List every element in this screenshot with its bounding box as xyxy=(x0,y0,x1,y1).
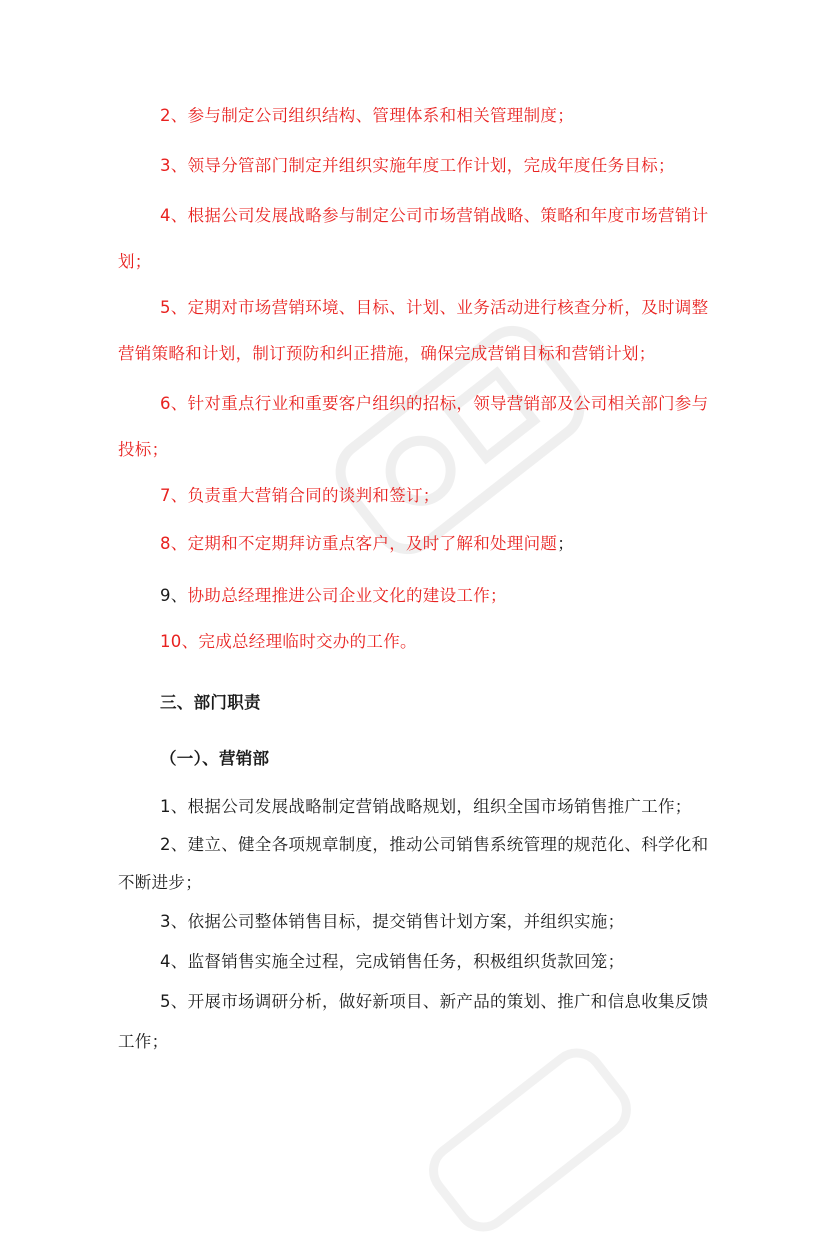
marketing-duty-2-continued: 不断进步； xyxy=(118,873,202,892)
duty-item-3: 3、领导分管部门制定并组织实施年度工作计划，完成年度任务目标； xyxy=(160,156,675,175)
subsection-heading: （一）、营销部 xyxy=(160,749,270,768)
duty-item-10-text: 完成总经理临时交办的工作。 xyxy=(198,632,417,651)
duty-item-8 xyxy=(118,532,760,556)
duty-item-7: 7、负责重大营销合同的谈判和签订； xyxy=(160,486,440,505)
duty-item-4: 4、根据公司发展战略参与制定公司市场营销战略、策略和年度市场营销计 xyxy=(160,206,709,225)
duty-item-8-text: 定期和不定期拜访重点客户，及时了解和处理问题 xyxy=(187,534,558,553)
duty-item-9-text: 协助总经理推进公司企业文化的建设工作； xyxy=(187,586,507,605)
marketing-duty-5-continued: 工作； xyxy=(118,1032,169,1051)
duty-item-8-tail: ； xyxy=(557,534,575,553)
marketing-duty-5: 5、开展市场调研分析，做好新项目、新产品的策划、推广和信息收集反馈 xyxy=(160,992,709,1011)
duty-item-9 xyxy=(118,584,760,608)
duty-item-10 xyxy=(118,630,760,654)
duty-item-5-continued: 营销策略和计划，制订预防和纠正措施，确保完成营销目标和营销计划； xyxy=(118,344,656,363)
duty-item-10-number: 10、 xyxy=(160,632,199,651)
duty-item-4-continued: 划； xyxy=(118,252,152,271)
duty-item-6: 6、针对重点行业和重要客户组织的招标，领导营销部及公司相关部门参与 xyxy=(160,394,709,413)
marketing-duty-1: 1、根据公司发展战略制定营销战略规划，组织全国市场销售推广工作； xyxy=(160,797,692,816)
watermark-logo-bottom xyxy=(406,1025,653,1255)
duty-item-5: 5、定期对市场营销环境、目标、计划、业务活动进行核查分析，及时调整 xyxy=(160,298,709,317)
marketing-duty-3: 3、依据公司整体销售目标，提交销售计划方案，并组织实施； xyxy=(160,912,625,931)
duty-item-6-continued: 投标； xyxy=(118,440,169,459)
duty-item-9-number: 9、 xyxy=(160,586,188,605)
duty-item-8-number: 8、 xyxy=(160,534,188,553)
section-heading: 三、部门职责 xyxy=(160,693,261,712)
marketing-duty-2: 2、建立、健全各项规章制度，推动公司销售系统管理的规范化、科学化和 xyxy=(160,835,709,854)
marketing-duty-4: 4、监督销售实施全过程，完成销售任务，积极组织货款回笼； xyxy=(160,952,625,971)
duty-item-2: 2、参与制定公司组织结构、管理体系和相关管理制度； xyxy=(160,106,574,125)
